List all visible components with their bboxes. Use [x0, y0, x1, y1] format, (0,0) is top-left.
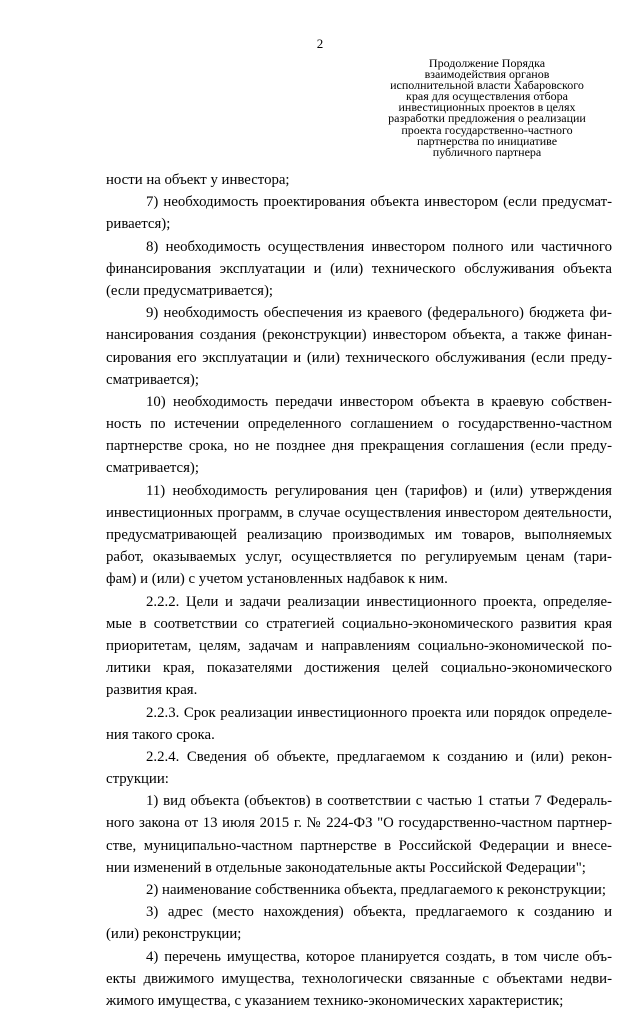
document-body	[106, 169, 612, 1012]
continuation-note-line: исполнительной власти Хабаровского	[390, 78, 584, 93]
paragraph	[106, 901, 612, 945]
paragraph	[106, 879, 612, 901]
text-line: ности на объект у инвестора;	[106, 172, 290, 188]
text-line: финансирования эксплуатации и (или) технического обслуживания объекта	[106, 260, 612, 277]
continuation-note-line: края для осуществления отбора	[406, 89, 568, 104]
text-line: нии изменений в отдельные законодательные акты Российской Федерации";	[106, 859, 586, 876]
page-number: 2	[316, 36, 324, 51]
continuation-note-line: партнерства по инициативе	[416, 133, 558, 148]
text-line: 2.2.3. Срок реализации инвестиционного проекта или порядок определе-	[146, 704, 612, 721]
paragraph	[106, 591, 612, 702]
text-line: работ, оказываемых услуг, осуществляется по регулируемым ценам (тари-	[106, 549, 612, 566]
text-line: партнерстве срока, но не позднее дня прекращения соглашения (если преду-	[106, 438, 612, 455]
paragraph	[106, 480, 612, 591]
text-line: ность по истечении определенного соглашением о государственно-частном	[106, 416, 612, 433]
text-line: сматривается);	[106, 371, 199, 388]
paragraph	[106, 702, 612, 746]
paragraph	[106, 391, 612, 480]
text-line: развития края.	[106, 682, 198, 699]
text-line: мые в соответствии со стратегией социально-экономического развития края	[106, 615, 612, 632]
paragraph	[106, 790, 612, 879]
text-line: 4) перечень имущества, которое планируется создать, в том числе объ-	[146, 948, 612, 965]
text-line: предусматривающей реализацию производимых им товаров, выполняемых	[106, 527, 612, 543]
text-line: 2.2.4. Сведения об объекте, предлагаемом к созданию и (или) рекон-	[146, 748, 612, 765]
continuation-note	[377, 58, 597, 158]
text-line: жимого имущества, с указанием технико-экономических характеристик;	[106, 992, 564, 1009]
paragraph	[106, 169, 612, 191]
text-line: сматривается);	[106, 460, 199, 477]
text-line: 11) необходимость регулирования цен (тарифов) и (или) утверждения	[146, 482, 612, 499]
text-line: 1) вид объекта (объектов) в соответствии с частью 1 статьи 7 Федераль-	[146, 793, 612, 810]
text-line: 2) наименование собственника объекта, предлагаемого к реконструкции;	[146, 882, 606, 898]
text-line: екты движимого имущества, технологически связанные с объектами недви-	[106, 970, 612, 987]
text-line: литики края, показателями достижения целей социально-экономического	[106, 660, 612, 677]
text-line: приоритетам, целям, задачам и направлениям социально-экономической по-	[106, 637, 612, 654]
text-line: ривается);	[106, 216, 171, 233]
text-line: 7) необходимость проектирования объекта инвестором (если предусмат-	[146, 194, 612, 211]
text-line: инвестиционных программ, в случае осуществления инвестором деятельности,	[106, 504, 612, 521]
text-line: (если предусматривается);	[106, 282, 274, 299]
paragraph	[106, 302, 612, 391]
text-line: 10) необходимость передачи инвестором объекта в краевую собствен-	[146, 393, 612, 410]
text-line: 8) необходимость осуществления инвестором полного или частичного	[146, 238, 612, 255]
text-line: струкции:	[106, 771, 169, 788]
text-line: ния такого срока.	[106, 726, 215, 743]
text-line: нансирования создания (реконструкции) инвестором объекта, а также финан-	[106, 327, 612, 344]
paragraph	[106, 946, 612, 1012]
continuation-note-line: взаимодействия органов	[424, 67, 550, 82]
text-line: 9) необходимость обеспечения из краевого (федерального) бюджета фи-	[146, 305, 612, 322]
continuation-note-line: инвестиционных проектов в целях	[398, 100, 576, 115]
text-line: 2.2.2. Цели и задачи реализации инвестиционного проекта, определяе-	[146, 593, 612, 610]
text-line: (или) реконструкции;	[106, 926, 242, 943]
paragraph	[106, 236, 612, 303]
text-line: фам) и (или) с учетом установленных надбавок к ним.	[106, 571, 448, 588]
text-line: ного закона от 13 июля 2015 г. № 224-ФЗ "О государственно-частном партнер-	[106, 815, 612, 832]
text-line: 3) адрес (место нахождения) объекта, предлагаемого к созданию и	[146, 904, 612, 921]
continuation-note-line: Продолжение Порядка	[428, 56, 546, 70]
paragraph	[106, 191, 612, 235]
continuation-note-line: разработки предложения о реализации	[388, 111, 586, 126]
continuation-note-line: проекта государственно-частного	[401, 122, 573, 137]
paragraph	[106, 746, 612, 790]
continuation-note-line: публичного партнера	[432, 144, 542, 159]
text-line: сирования его эксплуатации и (или) технического обслуживания (если преду-	[106, 349, 612, 366]
text-line: стве, муниципально-частном партнерстве в Российской Федерации и внесе-	[106, 837, 612, 854]
